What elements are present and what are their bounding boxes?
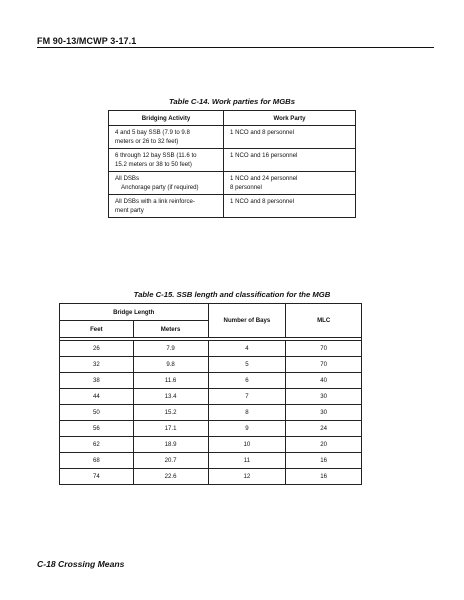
number-of-bays-cell: 7: [208, 389, 286, 405]
feet-cell: 38: [60, 373, 134, 389]
table-row: [60, 453, 362, 469]
number-of-bays-cell: 6: [208, 373, 286, 389]
mlc-cell: 70: [286, 341, 362, 357]
activity-cell: [109, 126, 224, 149]
meters-cell: 22.6: [133, 469, 208, 485]
table-c15: [59, 303, 362, 485]
column-header-work-party: Work Party: [224, 111, 356, 126]
cell-line: 1 NCO and 8 personnel: [230, 129, 295, 136]
table-row: [60, 437, 362, 453]
feet-cell: 62: [60, 437, 134, 453]
page-footer: C-18 Crossing Means: [37, 559, 125, 569]
feet-cell: 32: [60, 357, 134, 373]
number-of-bays-cell: 4: [208, 341, 286, 357]
mlc-cell: 20: [286, 437, 362, 453]
bridge-length-group-header: Bridge Length: [60, 304, 209, 321]
feet-cell: 44: [60, 389, 134, 405]
activity-cell: [109, 149, 224, 172]
column-header-mlc: MLC: [286, 304, 362, 338]
mlc-cell: 40: [286, 373, 362, 389]
number-of-bays-cell: 5: [208, 357, 286, 373]
table-row: [60, 405, 362, 421]
feet-cell: 56: [60, 421, 134, 437]
cell-line: 15.2 meters or 38 to 50 feet): [115, 160, 192, 168]
meters-cell: 13.4: [133, 389, 208, 405]
header-rule: [37, 47, 434, 48]
table-row: [60, 389, 362, 405]
cell-line: 1 NCO and 8 personnel: [230, 198, 295, 205]
mlc-cell: 70: [286, 357, 362, 373]
meters-cell: 11.6: [133, 373, 208, 389]
number-of-bays-cell: 9: [208, 421, 286, 437]
meters-cell: 18.9: [133, 437, 208, 453]
meters-cell: 9.8: [133, 357, 208, 373]
table-c14: [108, 110, 356, 218]
table-row: [109, 149, 356, 172]
mlc-cell: 24: [286, 421, 362, 437]
table-row: [109, 172, 356, 195]
column-header-feet: Feet: [60, 321, 134, 338]
table-row: [60, 373, 362, 389]
activity-cell: [109, 195, 224, 218]
cell-line: 6 through 12 bay SSB (11.6 to: [115, 152, 197, 159]
cell-line: 8 personnel: [230, 183, 262, 191]
cell-line: meters or 26 to 32 feet): [115, 137, 179, 145]
page-header: FM 90-13/MCWP 3-17.1: [37, 36, 137, 46]
feet-cell: 74: [60, 469, 134, 485]
number-of-bays-cell: 8: [208, 405, 286, 421]
table-c14-caption: Table C-14. Work parties for MGBs: [168, 97, 296, 106]
work-party-cell: [224, 149, 356, 172]
cell-line: ment party: [115, 206, 144, 214]
column-header-number-of-bays: Number of Bays: [208, 304, 286, 338]
number-of-bays-cell: 10: [208, 437, 286, 453]
feet-cell: 50: [60, 405, 134, 421]
work-party-cell: [224, 126, 356, 149]
activity-cell: [109, 172, 224, 195]
column-header-meters: Meters: [133, 321, 208, 338]
cell-line: 1 NCO and 16 personnel: [230, 152, 298, 159]
work-party-cell: [224, 172, 356, 195]
meters-cell: 17.1: [133, 421, 208, 437]
meters-cell: 15.2: [133, 405, 208, 421]
feet-cell: 68: [60, 453, 134, 469]
mlc-cell: 16: [286, 453, 362, 469]
cell-line: 4 and 5 bay SSB (7.9 to 9.8: [115, 129, 190, 136]
table-row: [60, 469, 362, 485]
table-row: [109, 126, 356, 149]
work-party-cell: [224, 195, 356, 218]
table-row: [109, 195, 356, 218]
table-c15-caption: Table C-15. SSB length and classification for the MGB: [133, 290, 331, 299]
cell-line: All DSBs: [115, 175, 140, 182]
table-row: [60, 357, 362, 373]
table-row: [60, 421, 362, 437]
feet-cell: 26: [60, 341, 134, 357]
meters-cell: 20.7: [133, 453, 208, 469]
meters-cell: 7.9: [133, 341, 208, 357]
cell-line: All DSBs with a link reinforce-: [115, 198, 195, 205]
number-of-bays-cell: 11: [208, 453, 286, 469]
mlc-cell: 30: [286, 405, 362, 421]
mlc-cell: 30: [286, 389, 362, 405]
column-header-bridging-activity: Bridging Activity: [109, 111, 224, 126]
mlc-cell: 16: [286, 469, 362, 485]
cell-line: 1 NCO and 24 personnel: [230, 175, 298, 182]
cell-line: Anchorage party (if required): [121, 183, 199, 191]
number-of-bays-cell: 12: [208, 469, 286, 485]
table-row: [60, 341, 362, 357]
